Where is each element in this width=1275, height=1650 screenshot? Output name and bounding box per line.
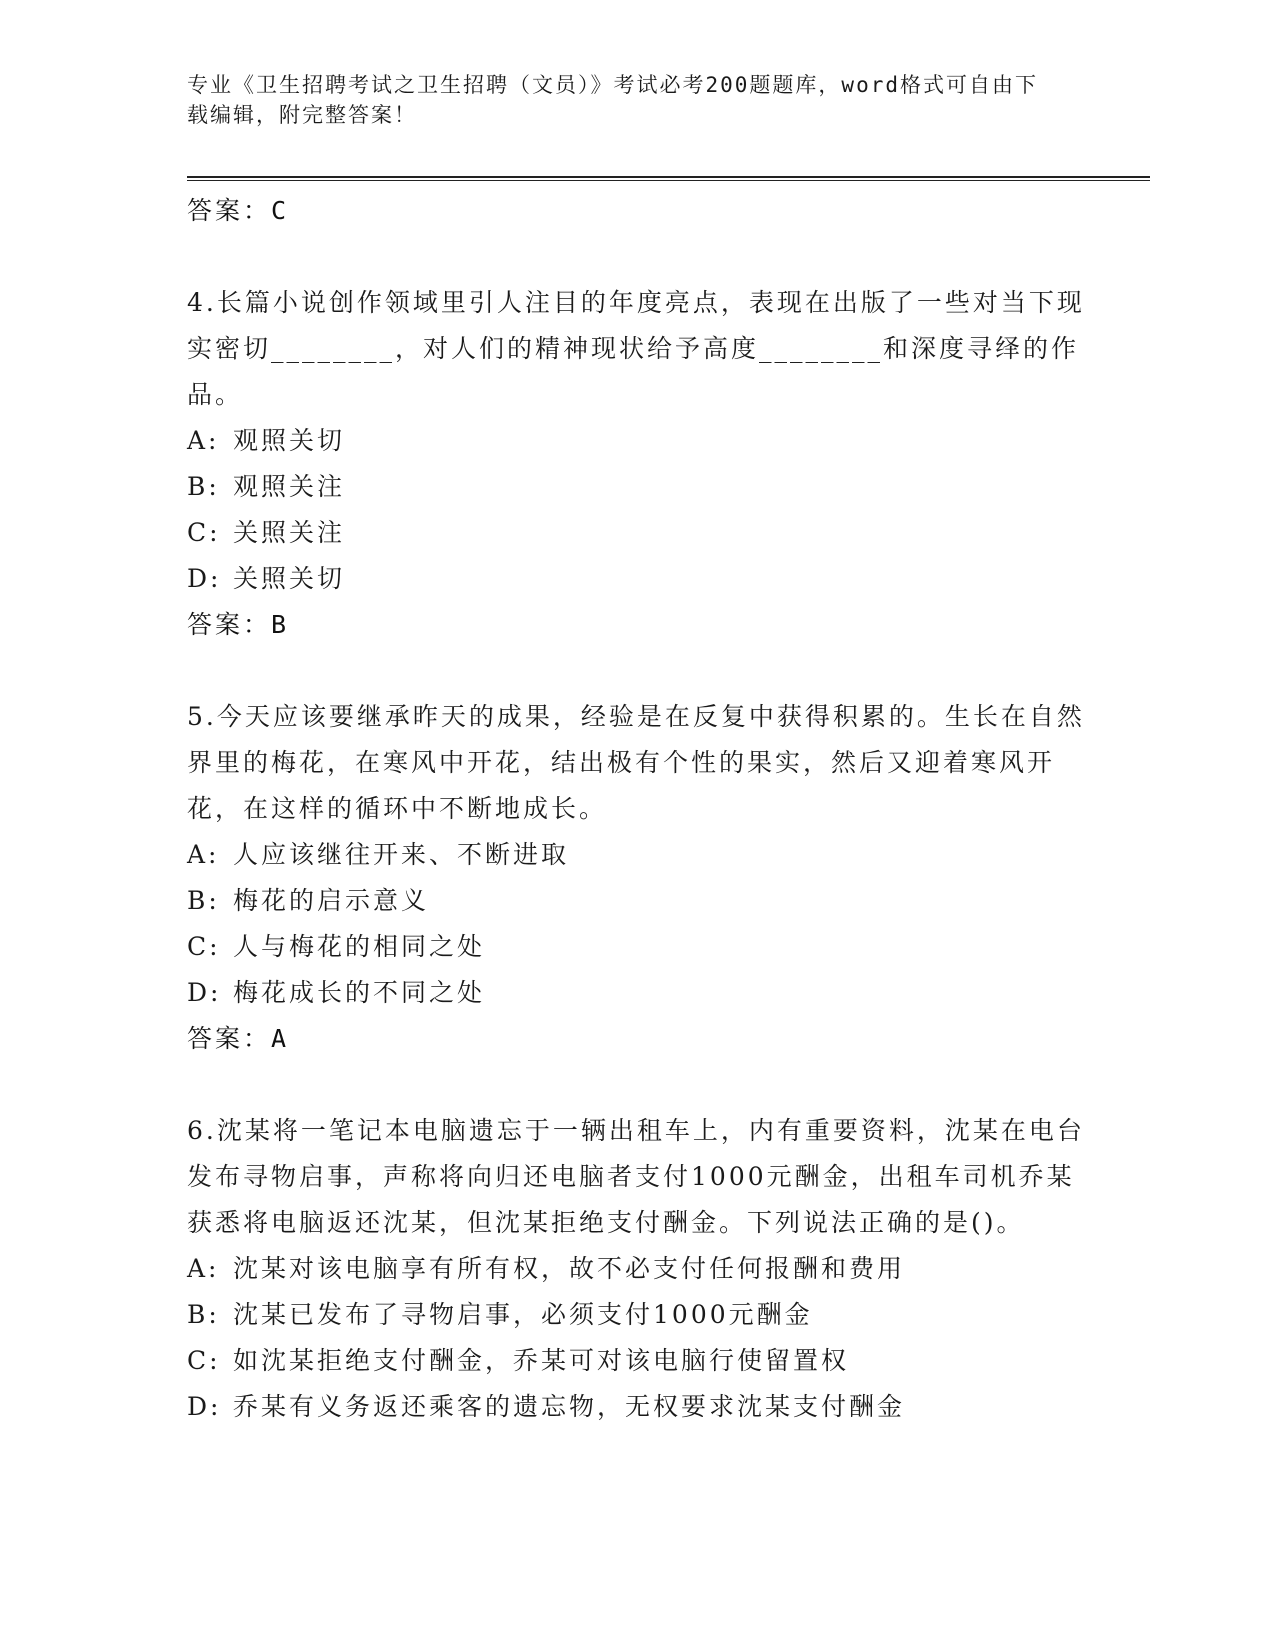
- document-header: 专业《卫生招聘考试之卫生招聘（文员）》考试必考200题题库，word格式可自由下载编辑，附完整答案！: [187, 73, 1038, 127]
- divider-line-thin: [187, 180, 1150, 181]
- option-text: 梅花的启示意义: [233, 886, 430, 915]
- answer-line: 答案：B: [187, 610, 290, 639]
- option-text: 沈某对该电脑享有所有权，故不必支付任何报酬和费用: [233, 1254, 906, 1283]
- option-label: B:: [187, 886, 220, 915]
- option-text: 观照关注: [233, 472, 346, 501]
- option-a: [187, 1246, 1087, 1292]
- question-text: 4.长篇小说创作领域里引人注目的年度亮点，表现在出版了一些对当下现实密切________，对人们的精神现状给予高度________和深度寻绎的作品。: [187, 288, 1085, 409]
- option-text: 关照关注: [233, 518, 346, 547]
- option-d: [187, 1384, 1087, 1430]
- header-divider: [187, 176, 1150, 182]
- option-a: [187, 418, 1087, 464]
- option-text: 人与梅花的相同之处: [233, 932, 486, 961]
- option-label: A:: [187, 840, 220, 869]
- answer-line: 答案：C: [187, 196, 290, 225]
- option-label: C:: [187, 518, 221, 547]
- option-label: A:: [187, 1254, 220, 1283]
- question-text: 6.沈某将一笔记本电脑遗忘于一辆出租车上，内有重要资料，沈某在电台发布寻物启事，声称将向归还电脑者支付1000元酬金，出租车司机乔某获悉将电脑返还沈某，但沈某拒绝支付酬金。下列说法正确的是()。: [187, 1116, 1085, 1237]
- option-label: C:: [187, 932, 221, 961]
- option-b: [187, 1292, 1087, 1338]
- option-label: D:: [187, 978, 222, 1007]
- answer-line: 答案：A: [187, 1024, 290, 1053]
- option-label: A:: [187, 426, 220, 455]
- option-c: [187, 924, 1087, 970]
- option-label: C:: [187, 1346, 221, 1375]
- document-body: [187, 188, 1087, 1430]
- question-4: [187, 280, 1087, 648]
- question-6: [187, 1108, 1087, 1430]
- option-d: [187, 970, 1087, 1016]
- option-text: 观照关切: [233, 426, 346, 455]
- option-d: [187, 556, 1087, 602]
- option-text: 如沈某拒绝支付酬金，乔某可对该电脑行使留置权: [233, 1346, 850, 1375]
- option-text: 乔某有义务返还乘客的遗忘物，无权要求沈某支付酬金: [233, 1392, 906, 1421]
- divider-line-thick: [187, 176, 1150, 178]
- option-label: B:: [187, 472, 220, 501]
- option-b: [187, 464, 1087, 510]
- option-c: [187, 510, 1087, 556]
- option-label: B:: [187, 1300, 220, 1329]
- question-5: [187, 694, 1087, 1062]
- option-label: D:: [187, 1392, 222, 1421]
- option-text: 关照关切: [233, 564, 346, 593]
- option-text: 梅花成长的不同之处: [233, 978, 486, 1007]
- option-label: D:: [187, 564, 222, 593]
- option-text: 沈某已发布了寻物启事，必须支付1000元酬金: [233, 1300, 813, 1329]
- question-text: 5.今天应该要继承昨天的成果，经验是在反复中获得积累的。生长在自然界里的梅花，在寒风中开花，结出极有个性的果实，然后又迎着寒风开花，在这样的循环中不断地成长。: [187, 702, 1085, 823]
- option-b: [187, 878, 1087, 924]
- option-text: 人应该继往开来、不断进取: [233, 840, 570, 869]
- page-header: [187, 70, 1087, 130]
- option-c: [187, 1338, 1087, 1384]
- option-a: [187, 832, 1087, 878]
